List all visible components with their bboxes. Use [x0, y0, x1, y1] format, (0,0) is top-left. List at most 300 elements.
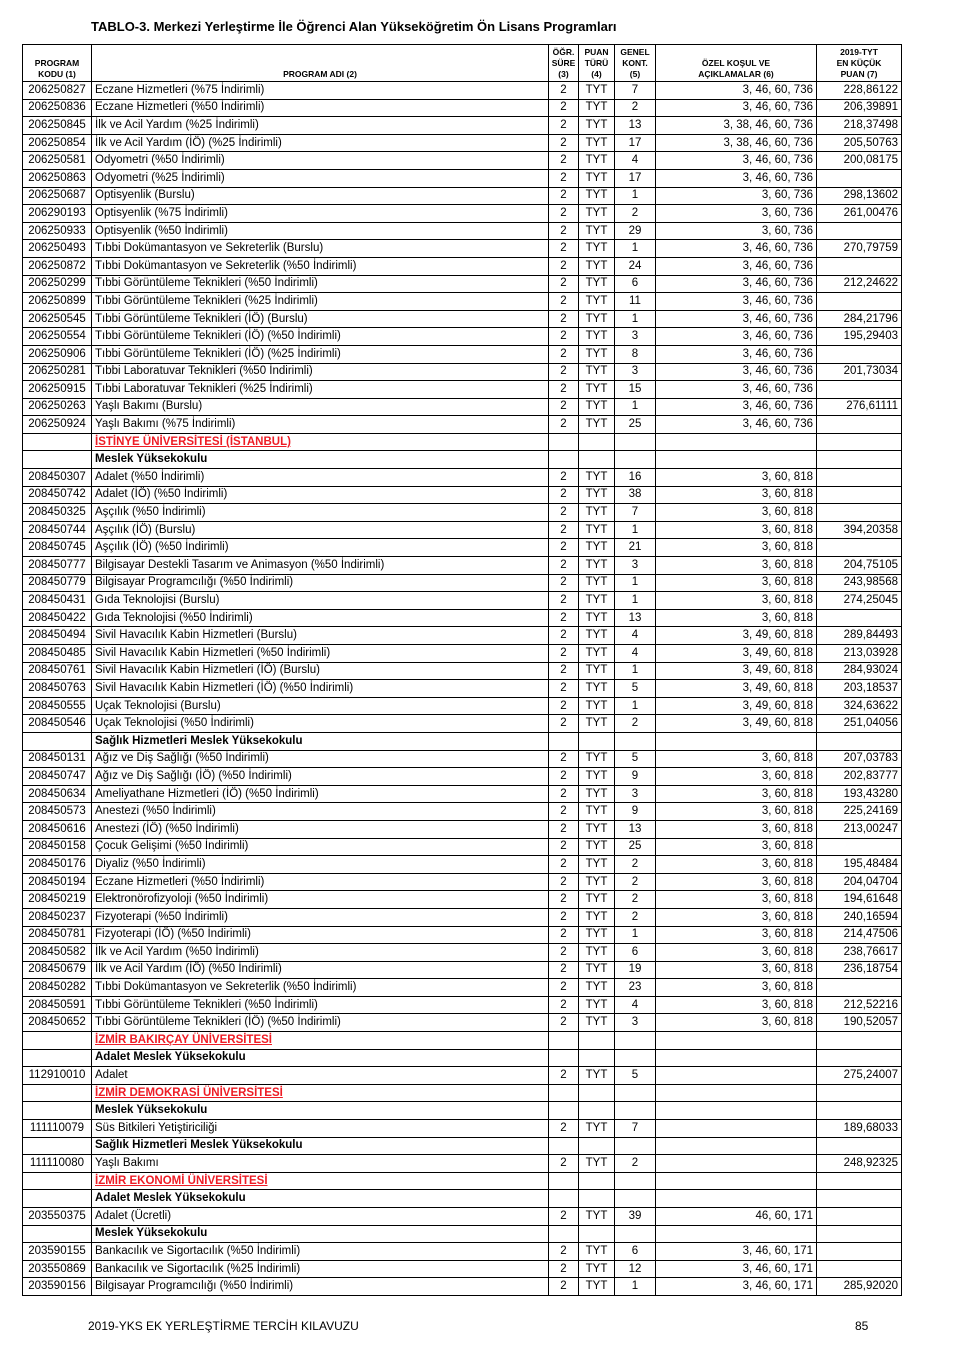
min-score-cell	[817, 1172, 902, 1190]
score-type-cell: TYT	[579, 205, 615, 223]
program-name-cell: Tıbbi Görüntüleme Teknikleri (İÖ) (%50 İndirimli)	[92, 328, 549, 346]
duration-cell: 2	[549, 363, 579, 381]
special-conditions-cell	[656, 1172, 817, 1190]
quota-cell	[615, 433, 656, 451]
program-name-cell: İlk ve Acil Yardım (%50 İndirimli)	[92, 944, 549, 962]
quota-cell: 2	[615, 1155, 656, 1173]
duration-cell: 2	[549, 838, 579, 856]
special-conditions-cell: 46, 60, 171	[656, 1208, 817, 1226]
header-label-line: PUAN (7)	[840, 69, 878, 79]
min-score-cell: 324,63622	[817, 697, 902, 715]
program-name-cell: Sağlık Hizmetleri Meslek Yüksekokulu	[92, 732, 549, 750]
special-conditions-cell: 3, 46, 60, 736	[656, 82, 817, 100]
special-conditions-cell: 3, 60, 818	[656, 908, 817, 926]
header-label-line: (5)	[629, 69, 641, 79]
score-type-cell: TYT	[579, 117, 615, 135]
score-type-cell: TYT	[579, 310, 615, 328]
duration-cell: 2	[549, 873, 579, 891]
min-score-cell: 261,00476	[817, 205, 902, 223]
table-row	[23, 486, 902, 504]
special-conditions-cell	[656, 1190, 817, 1208]
duration-cell: 2	[549, 820, 579, 838]
score-type-cell: TYT	[579, 328, 615, 346]
duration-cell: 2	[549, 926, 579, 944]
quota-cell: 5	[615, 680, 656, 698]
score-type-cell: TYT	[579, 1155, 615, 1173]
program-code-cell: 206250924	[23, 416, 92, 434]
min-score-cell	[817, 1032, 902, 1050]
program-code-cell: 206250872	[23, 257, 92, 275]
table-row	[23, 785, 902, 803]
quota-cell: 3	[615, 1014, 656, 1032]
table-row	[23, 398, 902, 416]
duration-cell	[549, 1084, 579, 1102]
program-code-cell: 206250545	[23, 310, 92, 328]
header-label-line: TÜRÜ	[584, 58, 609, 68]
table-row	[23, 645, 902, 663]
duration-cell: 2	[549, 996, 579, 1014]
score-type-cell: TYT	[579, 1014, 615, 1032]
program-name-cell: Tıbbi Görüntüleme Teknikleri (%50 İndirimli)	[92, 996, 549, 1014]
score-type-cell: TYT	[579, 469, 615, 487]
table-row	[23, 838, 902, 856]
score-type-cell	[579, 1049, 615, 1067]
program-name-cell: Aşçılık (%50 İndirimli)	[92, 504, 549, 522]
table-row	[23, 117, 902, 135]
score-type-cell: TYT	[579, 785, 615, 803]
table-row	[23, 961, 902, 979]
special-conditions-cell: 3, 60, 818	[656, 803, 817, 821]
program-code-cell: 208450679	[23, 961, 92, 979]
duration-cell: 2	[549, 381, 579, 399]
program-name-cell: Adalet (%50 İndirimli)	[92, 469, 549, 487]
program-code-cell	[23, 1049, 92, 1067]
program-code-cell: 208450616	[23, 820, 92, 838]
program-name-cell: Sivil Havacılık Kabin Hizmetleri (İÖ) (Burslu)	[92, 662, 549, 680]
school-header-row	[23, 451, 902, 469]
program-code-cell: 208450176	[23, 856, 92, 874]
program-code-cell: 208450777	[23, 557, 92, 575]
score-type-cell: TYT	[579, 486, 615, 504]
special-conditions-cell: 3, 38, 46, 60, 736	[656, 117, 817, 135]
duration-cell: 2	[549, 117, 579, 135]
header-program-code	[23, 45, 92, 82]
score-type-cell	[579, 1225, 615, 1243]
special-conditions-cell: 3, 46, 60, 736	[656, 275, 817, 293]
quota-cell: 17	[615, 169, 656, 187]
table-title: TABLO-3. Merkezi Yerleştirme İle Öğrenci Alan Yükseköğretim Ön Lisans Programları	[91, 19, 617, 34]
program-name-cell: Meslek Yüksekokulu	[92, 1102, 549, 1120]
quota-cell: 2	[615, 99, 656, 117]
duration-cell: 2	[549, 328, 579, 346]
program-code-cell: 208450745	[23, 539, 92, 557]
score-type-cell: TYT	[579, 891, 615, 909]
quota-cell: 1	[615, 697, 656, 715]
footer-guide-title: 2019-YKS EK YERLEŞTİRME TERCİH KILAVUZU	[88, 1319, 359, 1333]
table-row	[23, 662, 902, 680]
min-score-cell: 212,52216	[817, 996, 902, 1014]
program-code-cell: 206250493	[23, 240, 92, 258]
program-code-cell: 208450237	[23, 908, 92, 926]
score-type-cell: TYT	[579, 750, 615, 768]
header-min-score	[817, 45, 902, 82]
program-name-cell: Aşçılık (İÖ) (Burslu)	[92, 521, 549, 539]
header-label-line: PROGRAM ADI (2)	[283, 69, 357, 79]
score-type-cell	[579, 1190, 615, 1208]
quota-cell: 7	[615, 504, 656, 522]
quota-cell	[615, 1137, 656, 1155]
table-row	[23, 926, 902, 944]
table-row	[23, 1208, 902, 1226]
score-type-cell: TYT	[579, 222, 615, 240]
duration-cell: 2	[549, 856, 579, 874]
quota-cell: 3	[615, 557, 656, 575]
table-row	[23, 169, 902, 187]
program-name-cell: Sağlık Hizmetleri Meslek Yüksekokulu	[92, 1137, 549, 1155]
duration-cell: 2	[549, 134, 579, 152]
quota-cell: 17	[615, 134, 656, 152]
min-score-cell	[817, 979, 902, 997]
program-name-cell: Meslek Yüksekokulu	[92, 451, 549, 469]
school-header-row	[23, 1049, 902, 1067]
program-name-cell: Eczane Hizmetleri (%50 İndirimli)	[92, 99, 549, 117]
university-header-row	[23, 433, 902, 451]
program-code-cell	[23, 732, 92, 750]
quota-cell	[615, 1190, 656, 1208]
table-row	[23, 944, 902, 962]
special-conditions-cell: 3, 60, 818	[656, 768, 817, 786]
program-name-cell: Tıbbi Dokümantasyon ve Sekreterlik (%50 İndirimli)	[92, 257, 549, 275]
score-type-cell: TYT	[579, 820, 615, 838]
score-type-cell: TYT	[579, 838, 615, 856]
program-code-cell: 208450747	[23, 768, 92, 786]
program-code-cell: 208450634	[23, 785, 92, 803]
program-code-cell: 206250827	[23, 82, 92, 100]
program-code-cell: 206250836	[23, 99, 92, 117]
score-type-cell: TYT	[579, 1243, 615, 1261]
special-conditions-cell: 3, 60, 818	[656, 891, 817, 909]
quota-cell: 16	[615, 469, 656, 487]
score-type-cell: TYT	[579, 1278, 615, 1296]
table-row	[23, 979, 902, 997]
special-conditions-cell: 3, 46, 60, 736	[656, 345, 817, 363]
table-row	[23, 310, 902, 328]
program-name-cell: Odyometri (%25 İndirimli)	[92, 169, 549, 187]
special-conditions-cell: 3, 49, 60, 818	[656, 680, 817, 698]
table-row	[23, 416, 902, 434]
table-row	[23, 187, 902, 205]
duration-cell: 2	[549, 662, 579, 680]
duration-cell: 2	[549, 504, 579, 522]
special-conditions-cell: 3, 60, 818	[656, 873, 817, 891]
min-score-cell: 190,52057	[817, 1014, 902, 1032]
duration-cell: 2	[549, 257, 579, 275]
special-conditions-cell: 3, 46, 60, 171	[656, 1243, 817, 1261]
table-row	[23, 257, 902, 275]
special-conditions-cell: 3, 60, 818	[656, 785, 817, 803]
score-type-cell: TYT	[579, 856, 615, 874]
table-row	[23, 469, 902, 487]
special-conditions-cell: 3, 60, 818	[656, 750, 817, 768]
program-code-cell: 111110080	[23, 1155, 92, 1173]
program-code-cell: 206250687	[23, 187, 92, 205]
min-score-cell: 205,50763	[817, 134, 902, 152]
min-score-cell: 207,03783	[817, 750, 902, 768]
program-code-cell: 208450158	[23, 838, 92, 856]
program-name-cell: Fizyoterapi (%50 İndirimli)	[92, 908, 549, 926]
program-code-cell: 208450131	[23, 750, 92, 768]
table-row	[23, 152, 902, 170]
score-type-cell	[579, 1084, 615, 1102]
score-type-cell: TYT	[579, 152, 615, 170]
min-score-cell: 270,79759	[817, 240, 902, 258]
score-type-cell: TYT	[579, 398, 615, 416]
quota-cell	[615, 1172, 656, 1190]
special-conditions-cell	[656, 1225, 817, 1243]
special-conditions-cell	[656, 1155, 817, 1173]
quota-cell: 1	[615, 592, 656, 610]
special-conditions-cell: 3, 60, 818	[656, 961, 817, 979]
table-row	[23, 873, 902, 891]
special-conditions-cell: 3, 46, 60, 171	[656, 1278, 817, 1296]
header-quota	[615, 45, 656, 82]
score-type-cell: TYT	[579, 557, 615, 575]
score-type-cell	[579, 1032, 615, 1050]
quota-cell	[615, 451, 656, 469]
min-score-cell: 284,21796	[817, 310, 902, 328]
program-code-cell: 112910010	[23, 1067, 92, 1085]
program-name-cell: Tıbbi Laboratuvar Teknikleri (%50 İndirimli)	[92, 363, 549, 381]
min-score-cell	[817, 504, 902, 522]
min-score-cell: 225,24169	[817, 803, 902, 821]
program-name-cell: Bilgisayar Programcılığı (%50 İndirimli)	[92, 574, 549, 592]
program-code-cell: 203550375	[23, 1208, 92, 1226]
table-row	[23, 996, 902, 1014]
table-row	[23, 363, 902, 381]
program-name-cell: Adalet Meslek Yüksekokulu	[92, 1190, 549, 1208]
program-code-cell: 208450282	[23, 979, 92, 997]
score-type-cell: TYT	[579, 293, 615, 311]
program-name-cell: Adalet (Ücretli)	[92, 1208, 549, 1226]
score-type-cell	[579, 1137, 615, 1155]
duration-cell	[549, 433, 579, 451]
duration-cell: 2	[549, 979, 579, 997]
special-conditions-cell: 3, 60, 818	[656, 1014, 817, 1032]
program-name-cell: Anestezi (%50 İndirimli)	[92, 803, 549, 821]
min-score-cell	[817, 381, 902, 399]
duration-cell: 2	[549, 785, 579, 803]
special-conditions-cell: 3, 60, 818	[656, 539, 817, 557]
page-number: 85	[855, 1319, 869, 1333]
special-conditions-cell: 3, 60, 818	[656, 592, 817, 610]
program-name-cell: Süs Bitkileri Yetiştiriciliği	[92, 1120, 549, 1138]
special-conditions-cell: 3, 60, 818	[656, 838, 817, 856]
program-code-cell	[23, 433, 92, 451]
table-row	[23, 381, 902, 399]
min-score-cell	[817, 469, 902, 487]
duration-cell: 2	[549, 1208, 579, 1226]
duration-cell: 2	[549, 680, 579, 698]
program-name-cell: Tıbbi Görüntüleme Teknikleri (%50 İndirimli)	[92, 275, 549, 293]
program-code-cell: 206250906	[23, 345, 92, 363]
min-score-cell	[817, 486, 902, 504]
programs-table	[22, 44, 902, 1296]
special-conditions-cell: 3, 46, 60, 736	[656, 240, 817, 258]
school-header-row	[23, 1190, 902, 1208]
header-special-conditions	[656, 45, 817, 82]
quota-cell: 13	[615, 117, 656, 135]
table-row	[23, 99, 902, 117]
quota-cell: 11	[615, 293, 656, 311]
program-code-cell: 208450742	[23, 486, 92, 504]
quota-cell: 8	[615, 345, 656, 363]
quota-cell: 19	[615, 961, 656, 979]
special-conditions-cell: 3, 49, 60, 818	[656, 697, 817, 715]
duration-cell	[549, 1102, 579, 1120]
min-score-cell: 284,93024	[817, 662, 902, 680]
table-row	[23, 1278, 902, 1296]
quota-cell: 13	[615, 820, 656, 838]
score-type-cell: TYT	[579, 609, 615, 627]
special-conditions-cell: 3, 38, 46, 60, 736	[656, 134, 817, 152]
quota-cell: 3	[615, 328, 656, 346]
special-conditions-cell: 3, 60, 818	[656, 979, 817, 997]
special-conditions-cell: 3, 46, 60, 171	[656, 1260, 817, 1278]
header-label-line: PUAN	[584, 47, 609, 57]
program-code-cell	[23, 1084, 92, 1102]
quota-cell: 6	[615, 1243, 656, 1261]
program-code-cell: 206250863	[23, 169, 92, 187]
min-score-cell: 394,20358	[817, 521, 902, 539]
header-label-line: ÖĞR.	[552, 47, 575, 57]
duration-cell: 2	[549, 486, 579, 504]
duration-cell	[549, 1172, 579, 1190]
program-code-cell: 208450555	[23, 697, 92, 715]
program-code-cell: 208450325	[23, 504, 92, 522]
duration-cell: 2	[549, 345, 579, 363]
min-score-cell: 204,04704	[817, 873, 902, 891]
score-type-cell: TYT	[579, 240, 615, 258]
special-conditions-cell: 3, 46, 60, 736	[656, 293, 817, 311]
score-type-cell: TYT	[579, 345, 615, 363]
duration-cell: 2	[549, 961, 579, 979]
program-name-cell: Bilgisayar Programcılığı (%50 İndirimli)	[92, 1278, 549, 1296]
program-code-cell: 206250299	[23, 275, 92, 293]
duration-cell: 2	[549, 1067, 579, 1085]
quota-cell: 4	[615, 645, 656, 663]
min-score-cell	[817, 416, 902, 434]
program-code-cell: 206250554	[23, 328, 92, 346]
duration-cell	[549, 1190, 579, 1208]
duration-cell: 2	[549, 697, 579, 715]
duration-cell: 2	[549, 609, 579, 627]
header-label-line: AÇIKLAMALAR (6)	[698, 69, 774, 79]
score-type-cell: TYT	[579, 187, 615, 205]
special-conditions-cell: 3, 60, 818	[656, 469, 817, 487]
university-header-row	[23, 1084, 902, 1102]
special-conditions-cell: 3, 46, 60, 736	[656, 398, 817, 416]
program-code-cell: 206250263	[23, 398, 92, 416]
header-score-type	[579, 45, 615, 82]
program-name-cell: Adalet (İÖ) (%50 İndirimli)	[92, 486, 549, 504]
score-type-cell: TYT	[579, 996, 615, 1014]
quota-cell: 7	[615, 1120, 656, 1138]
score-type-cell: TYT	[579, 662, 615, 680]
program-name-cell: Fizyoterapi (İÖ) (%50 İndirimli)	[92, 926, 549, 944]
school-header-row	[23, 732, 902, 750]
duration-cell: 2	[549, 222, 579, 240]
school-header-row	[23, 1137, 902, 1155]
duration-cell: 2	[549, 1243, 579, 1261]
quota-cell: 2	[615, 856, 656, 874]
quota-cell: 2	[615, 891, 656, 909]
duration-cell: 2	[549, 99, 579, 117]
table-row	[23, 820, 902, 838]
duration-cell	[549, 1137, 579, 1155]
special-conditions-cell: 3, 46, 60, 736	[656, 328, 817, 346]
program-code-cell: 208450494	[23, 627, 92, 645]
quota-cell: 29	[615, 222, 656, 240]
quota-cell: 4	[615, 152, 656, 170]
header-label-line: 2019-TYT	[840, 47, 878, 57]
duration-cell: 2	[549, 715, 579, 733]
duration-cell: 2	[549, 1120, 579, 1138]
special-conditions-cell: 3, 60, 818	[656, 609, 817, 627]
min-score-cell	[817, 293, 902, 311]
min-score-cell: 206,39891	[817, 99, 902, 117]
min-score-cell: 218,37498	[817, 117, 902, 135]
table-row	[23, 293, 902, 311]
header-label-line: KONT.	[622, 58, 648, 68]
duration-cell: 2	[549, 1014, 579, 1032]
score-type-cell	[579, 433, 615, 451]
program-name-cell: Gıda Teknolojisi (%50 İndirimli)	[92, 609, 549, 627]
min-score-cell	[817, 1190, 902, 1208]
duration-cell: 2	[549, 944, 579, 962]
special-conditions-cell: 3, 46, 60, 736	[656, 381, 817, 399]
program-name-cell: Odyometri (%50 İndirimli)	[92, 152, 549, 170]
school-header-row	[23, 1225, 902, 1243]
program-name-cell: Uçak Teknolojisi (Burslu)	[92, 697, 549, 715]
min-score-cell: 204,75105	[817, 557, 902, 575]
program-name-cell: Tıbbi Görüntüleme Teknikleri (İÖ) (%25 İndirimli)	[92, 345, 549, 363]
min-score-cell	[817, 1208, 902, 1226]
program-name-cell: Eczane Hizmetleri (%75 İndirimli)	[92, 82, 549, 100]
program-name-cell: Tıbbi Görüntüleme Teknikleri (İÖ) (%50 İndirimli)	[92, 1014, 549, 1032]
min-score-cell: 193,43280	[817, 785, 902, 803]
program-name-cell: Sivil Havacılık Kabin Hizmetleri (%50 İndirimli)	[92, 645, 549, 663]
score-type-cell: TYT	[579, 908, 615, 926]
score-type-cell: TYT	[579, 697, 615, 715]
min-score-cell: 213,03928	[817, 645, 902, 663]
program-name-cell: Eczane Hizmetleri (%50 İndirimli)	[92, 873, 549, 891]
table-row	[23, 240, 902, 258]
program-name-cell: İlk ve Acil Yardım (İÖ) (%25 İndirimli)	[92, 134, 549, 152]
program-code-cell: 206250933	[23, 222, 92, 240]
program-code-cell: 206250854	[23, 134, 92, 152]
duration-cell: 2	[549, 416, 579, 434]
program-name-cell: Adalet	[92, 1067, 549, 1085]
program-code-cell: 111110079	[23, 1120, 92, 1138]
score-type-cell: TYT	[579, 169, 615, 187]
duration-cell: 2	[549, 152, 579, 170]
program-code-cell: 208450194	[23, 873, 92, 891]
program-name-cell: Meslek Yüksekokulu	[92, 1225, 549, 1243]
table-row	[23, 1155, 902, 1173]
program-code-cell	[23, 1190, 92, 1208]
program-code-cell: 206250845	[23, 117, 92, 135]
min-score-cell	[817, 1102, 902, 1120]
